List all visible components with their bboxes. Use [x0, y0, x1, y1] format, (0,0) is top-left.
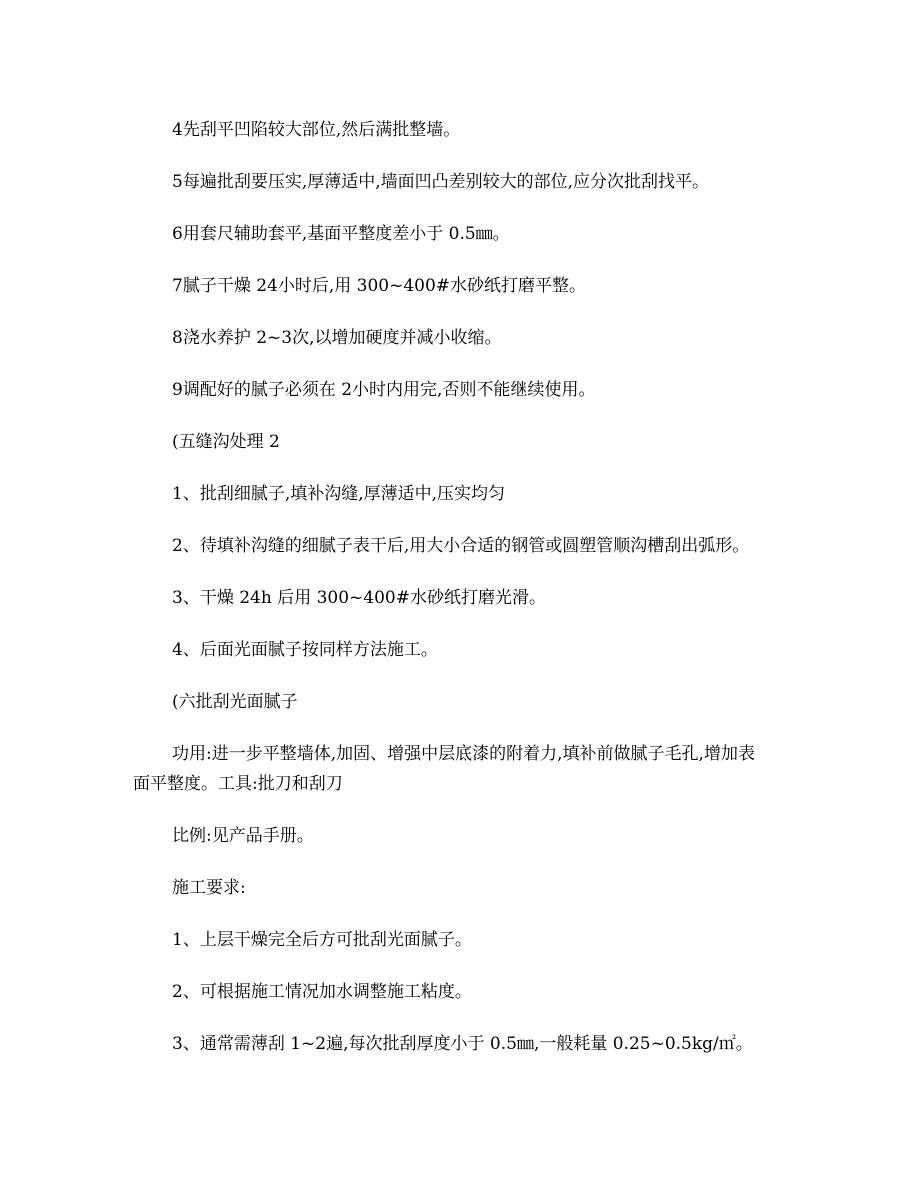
paragraph: 1、批刮细腻子,填补沟缝,厚薄适中,压实均匀 [172, 484, 506, 504]
paragraph: 4、后面光面腻子按同样方法施工。 [172, 640, 438, 660]
paragraph: 2、可根据施工情况加水调整施工粘度。 [172, 982, 472, 1002]
paragraph: 3、通常需薄刮 1~2遍,每次批刮厚度小于 0.5㎜,一般耗量 0.25~0.5kg/㎡。 [172, 1034, 753, 1054]
paragraph: 4先刮平凹陷较大部位,然后满批整墙。 [172, 120, 461, 140]
paragraph: 3、干燥 24h 后用 300~400#水砂纸打磨光滑。 [172, 588, 546, 608]
paragraph: 施工要求: [172, 878, 246, 898]
paragraph: 7腻子干燥 24小时后,用 300~400#水砂纸打磨平整。 [172, 276, 587, 296]
paragraph: 1、上层干燥完全后方可批刮光面腻子。 [172, 930, 472, 950]
paragraph: 5每遍批刮要压实,厚薄适中,墙面凹凸差别较大的部位,应分次批刮找平。 [172, 172, 710, 192]
section-heading: (六批刮光面腻子 [172, 692, 298, 712]
paragraph: 2、待填补沟缝的细腻子表干后,用大小合适的钢管或圆塑管顺沟槽刮出弧形。 [172, 536, 750, 556]
paragraph: 8浇水养护 2~3次,以增加硬度并减小收缩。 [172, 328, 502, 348]
function-line: 面平整度。工具:批刀和刮刀 [133, 774, 343, 794]
paragraph: 9调配好的腻子必须在 2小时内用完,否则不能继续使用。 [172, 380, 596, 400]
paragraph: 6用套尺辅助套平,基面平整度差小于 0.5㎜。 [172, 224, 510, 244]
section-heading: (五缝沟处理 2 [172, 432, 280, 452]
function-line: 功用:进一步平整墙体,加固、增强中层底漆的附着力,填补前做腻子毛孔,增加表 [172, 744, 755, 764]
paragraph: 比例:见产品手册。 [172, 826, 314, 846]
